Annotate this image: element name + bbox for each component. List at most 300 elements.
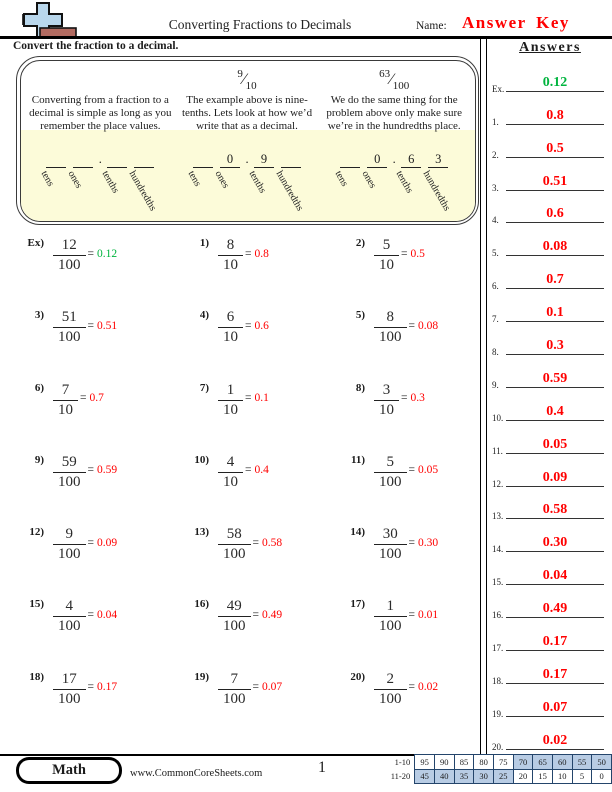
place-value-digit: 0 xyxy=(374,151,381,166)
instruction-text: Convert the fraction to a decimal. xyxy=(13,40,179,52)
problem-answer: 0.6 xyxy=(254,319,269,332)
problem-number: 13) xyxy=(194,526,209,539)
fraction-numerator: 7 xyxy=(61,381,70,398)
answer-value: 0.02 xyxy=(542,732,568,748)
intro-col2-text: The example above is nine-tenths. Lets look at how we’d write that as a decimal. xyxy=(181,93,313,133)
place-value-blank xyxy=(46,167,66,168)
score-cell: 45 xyxy=(415,769,435,784)
problem-equals-answer xyxy=(243,392,269,404)
problem-answer: 0.30 xyxy=(418,536,439,549)
problem-answer: 0.4 xyxy=(254,464,269,477)
answer-item xyxy=(488,687,612,720)
score-cell: 35 xyxy=(454,769,474,784)
answer-number: 10. xyxy=(492,412,504,423)
equals-sign: = xyxy=(245,319,252,332)
problem-number: 18) xyxy=(29,670,44,683)
problem-answer: 0.3 xyxy=(410,392,425,405)
answer-value: 0.7 xyxy=(546,272,564,288)
problem-item xyxy=(14,230,179,302)
fraction-numerator: 30 xyxy=(382,526,398,543)
problem-equals-answer xyxy=(86,537,118,549)
answer-blank-line xyxy=(506,420,604,421)
fraction-numerator: 9 xyxy=(65,526,73,543)
problem-equals-answer xyxy=(86,609,118,621)
answer-value: 0.5 xyxy=(546,140,564,156)
fraction-denominator: 100 xyxy=(53,327,86,347)
problem-number: 10) xyxy=(194,453,209,466)
place-value-label-tens: tens xyxy=(38,168,57,188)
problem-number: 3) xyxy=(34,309,44,322)
answer-item xyxy=(488,621,612,654)
answer-number: 13. xyxy=(492,511,504,522)
math-plus-logo xyxy=(14,1,80,39)
fraction-denominator: 100 xyxy=(374,616,407,636)
problem-number: 15) xyxy=(29,598,44,611)
place-value-digit xyxy=(134,152,154,167)
problem-fraction xyxy=(218,453,243,492)
place-value-digit xyxy=(46,152,66,167)
answer-value: 0.12 xyxy=(542,74,568,90)
place-value-cell xyxy=(212,151,240,190)
answer-blank-line xyxy=(506,190,604,191)
problem-item xyxy=(14,591,179,663)
problem-item xyxy=(14,375,179,447)
answer-number: 11. xyxy=(492,445,503,456)
answer-number: 19. xyxy=(492,708,504,719)
place-value-label-hundredths: hundredths xyxy=(126,168,159,213)
answer-number: 1. xyxy=(492,116,499,127)
fraction-numerator: 3 xyxy=(382,381,391,398)
problem-equals-answer xyxy=(407,681,439,693)
problem-equals-answer xyxy=(86,248,118,260)
fraction-numerator: 58 xyxy=(226,526,242,543)
page-title: Converting Fractions to Decimals xyxy=(168,17,352,32)
place-value-digit: 9 xyxy=(260,151,268,166)
answer-item xyxy=(488,457,612,490)
decimal-point: . xyxy=(392,151,396,166)
problem-answer: 0.17 xyxy=(97,681,118,694)
problem-answer: 0.51 xyxy=(97,319,118,332)
problem-item xyxy=(179,230,335,302)
answer-number: 12. xyxy=(492,478,504,489)
fraction-numerator: 59 xyxy=(61,453,77,470)
fraction-denominator: 100 xyxy=(53,689,86,709)
fraction-denominator: 100 xyxy=(218,689,251,709)
place-value-cell xyxy=(65,152,93,190)
problem-equals-answer xyxy=(407,320,439,332)
problem-equals-answer xyxy=(86,681,118,693)
problem-number: 8) xyxy=(355,381,365,394)
problem-fraction xyxy=(218,381,243,420)
fraction-numerator: 5 xyxy=(382,237,391,253)
decimal-point: . xyxy=(98,151,102,166)
problem-item xyxy=(179,519,335,591)
problem-fraction xyxy=(218,670,251,709)
answer-blank-line xyxy=(506,255,604,256)
problem-number: 19) xyxy=(194,670,209,683)
problem-item xyxy=(179,591,335,663)
answer-item xyxy=(488,128,612,161)
fraction-denominator: 10 xyxy=(374,255,399,275)
score-cell: 30 xyxy=(474,769,494,784)
place-value-cell xyxy=(273,152,306,213)
fraction-numerator: 17 xyxy=(61,670,77,687)
equals-sign: = xyxy=(401,247,408,260)
subject-badge-label: Math xyxy=(19,760,119,781)
fraction-numerator: 1 xyxy=(226,381,235,398)
problem-answer: 0.59 xyxy=(97,464,118,477)
fraction-denominator: 10 xyxy=(218,472,243,492)
fraction-numerator: 12 xyxy=(61,237,77,253)
fraction-denominator: 10 xyxy=(53,400,78,420)
answer-blank-line xyxy=(506,321,604,322)
problem-number: Ex) xyxy=(27,237,44,249)
problem-equals-answer xyxy=(251,537,283,549)
answer-number: 18. xyxy=(492,675,504,686)
answer-number: 8. xyxy=(492,347,499,358)
place-value-cell xyxy=(185,152,213,188)
score-row xyxy=(380,769,612,784)
problem-answer: 0.09 xyxy=(97,536,118,549)
problem-fraction xyxy=(374,308,407,347)
problem-item xyxy=(335,230,480,302)
equals-sign: = xyxy=(80,392,87,405)
problem-answer: 0.58 xyxy=(262,536,283,549)
place-value-digit: 0 xyxy=(226,151,234,166)
problem-number: 2) xyxy=(355,237,365,249)
answer-item xyxy=(488,226,612,259)
place-value-blank xyxy=(254,167,274,168)
answer-number: 15. xyxy=(492,577,504,588)
example-fraction-sixtythree-hundredths xyxy=(320,65,469,94)
equals-sign: = xyxy=(252,681,259,694)
fraction-denominator: 100 xyxy=(218,544,251,564)
problem-number: 14) xyxy=(350,526,365,539)
problem-equals-answer xyxy=(243,464,269,476)
problem-fraction xyxy=(53,381,78,420)
score-cell: 85 xyxy=(454,755,474,770)
fraction-numerator: 6 xyxy=(226,309,235,326)
problem-number: 4) xyxy=(199,309,209,322)
place-value-cell xyxy=(332,152,360,188)
answer-item xyxy=(488,358,612,391)
answers-heading: Answers xyxy=(519,40,581,55)
problem-fraction xyxy=(53,525,86,564)
problem-item xyxy=(335,375,480,447)
intro-col3-text: We do the same thing for the problem above only make sure we’re in the hundredths place. xyxy=(326,93,462,133)
answer-value: 0.30 xyxy=(542,535,568,551)
place-value-cell xyxy=(420,151,453,213)
answer-blank-line xyxy=(506,288,604,289)
equals-sign: = xyxy=(408,319,415,332)
intro-column-1 xyxy=(27,65,175,213)
fraction-numerator: 1 xyxy=(386,598,394,615)
answer-number: Ex. xyxy=(492,83,505,94)
problem-item xyxy=(179,664,335,736)
place-value-diagram xyxy=(320,151,469,213)
problem-answer: 0.07 xyxy=(262,681,283,694)
score-cell: 60 xyxy=(552,755,572,770)
fraction-numerator: 63 xyxy=(379,67,391,80)
answer-number: 7. xyxy=(492,314,499,325)
answer-number: 9. xyxy=(492,379,499,390)
place-value-label-tens: tens xyxy=(185,168,204,188)
fraction-numerator: 4 xyxy=(226,453,235,470)
place-value-digit xyxy=(281,152,301,167)
answer-blank-line xyxy=(506,124,604,125)
fraction-numerator: 9 xyxy=(237,67,243,80)
problem-equals-answer xyxy=(78,392,104,404)
answer-number: 20. xyxy=(492,741,504,752)
answer-value: 0.17 xyxy=(542,634,568,650)
problem-item xyxy=(179,375,335,447)
problem-item xyxy=(335,664,480,736)
equals-sign: = xyxy=(87,247,94,260)
answer-value: 0.59 xyxy=(542,370,568,386)
answer-blank-line xyxy=(506,683,604,684)
place-value-cell xyxy=(38,152,66,188)
problem-equals-answer xyxy=(407,464,439,476)
answer-number: 2. xyxy=(492,149,499,160)
plus-minus-icon xyxy=(14,1,80,39)
problem-fraction xyxy=(218,525,251,564)
fraction-denominator: 100 xyxy=(218,616,251,636)
answer-number: 6. xyxy=(492,281,499,292)
intro-column-3 xyxy=(320,65,469,213)
problem-equals-answer xyxy=(86,464,118,476)
score-cell: 20 xyxy=(513,769,533,784)
problem-number: 5) xyxy=(355,309,365,322)
answer-number: 4. xyxy=(492,215,499,226)
score-cell: 75 xyxy=(493,755,513,770)
fraction-denominator: 10 xyxy=(374,400,399,420)
fraction-numerator: 51 xyxy=(61,309,77,326)
answer-blank-line xyxy=(506,354,604,355)
problem-equals-answer xyxy=(251,681,283,693)
answer-value: 0.4 xyxy=(546,403,564,419)
problem-fraction xyxy=(374,381,399,420)
problem-fraction xyxy=(53,597,86,636)
answer-blank-line xyxy=(506,222,604,223)
score-cell: 90 xyxy=(434,755,454,770)
place-value-digit xyxy=(193,152,213,167)
score-cell: 80 xyxy=(474,755,494,770)
place-value-cell xyxy=(359,151,387,190)
answer-value: 0.09 xyxy=(542,469,568,485)
answer-value: 0.08 xyxy=(542,239,568,255)
answer-item xyxy=(488,161,612,194)
score-row xyxy=(380,755,612,770)
problem-number: 11) xyxy=(350,453,365,466)
score-cell: 95 xyxy=(415,755,435,770)
fraction-slash: ⁄ xyxy=(390,70,393,88)
fraction-numerator: 4 xyxy=(65,598,73,615)
answer-value: 0.04 xyxy=(542,568,568,584)
fraction-numerator: 5 xyxy=(386,453,394,470)
place-value-label-tenths: tenths xyxy=(246,168,268,195)
place-value-label-tenths: tenths xyxy=(99,168,122,195)
answer-value: 0.49 xyxy=(542,601,568,617)
intro-col1-text: Converting from a fraction to a decimal is simple as long as you remember the place values. xyxy=(29,93,172,133)
problem-fraction xyxy=(218,597,251,636)
equals-sign: = xyxy=(87,681,94,694)
answer-number: 16. xyxy=(492,610,504,621)
answer-item xyxy=(488,194,612,227)
problem-number: 17) xyxy=(350,598,365,611)
fraction-denominator: 10 xyxy=(218,327,243,347)
problem-number: 7) xyxy=(199,381,209,394)
place-value-label-ones: ones xyxy=(65,168,85,190)
subject-badge xyxy=(16,757,122,784)
answers-list xyxy=(488,62,612,753)
place-value-label-hundredths: hundredths xyxy=(273,168,306,213)
answer-key-text: Answer Key xyxy=(462,13,570,32)
answer-item xyxy=(488,720,612,753)
problem-item xyxy=(14,447,179,519)
equals-sign: = xyxy=(252,536,259,549)
answers-panel xyxy=(488,38,612,754)
place-value-diagram xyxy=(27,151,175,213)
problem-item xyxy=(335,591,480,663)
problem-fraction xyxy=(218,308,243,347)
place-value-digit xyxy=(73,152,93,167)
problem-item xyxy=(335,302,480,374)
place-value-cell xyxy=(99,152,127,195)
answer-item xyxy=(488,259,612,292)
answer-blank-line xyxy=(506,453,604,454)
problem-equals-answer xyxy=(243,248,269,260)
answer-blank-line xyxy=(506,91,604,92)
place-value-blank xyxy=(73,167,93,168)
answer-number: 17. xyxy=(492,643,504,654)
problem-item xyxy=(14,302,179,374)
intro-box xyxy=(16,56,479,225)
place-value-blank xyxy=(220,167,240,168)
problem-equals-answer xyxy=(243,320,269,332)
answer-blank-line xyxy=(506,584,604,585)
website-text: www.CommonCoreSheets.com xyxy=(130,768,263,779)
decimal-point: . xyxy=(245,151,249,166)
problem-fraction xyxy=(53,308,86,347)
problem-answer: 0.12 xyxy=(97,247,118,260)
problem-fraction xyxy=(374,236,399,275)
problem-item xyxy=(179,447,335,519)
answer-item xyxy=(488,555,612,588)
answer-value: 0.3 xyxy=(546,338,564,354)
score-range-label: 11-20 xyxy=(390,771,411,782)
problem-answer: 0.5 xyxy=(410,247,425,260)
equals-sign: = xyxy=(408,464,415,477)
problem-number: 1) xyxy=(199,237,209,249)
score-cell: 5 xyxy=(572,769,592,784)
answer-blank-line xyxy=(506,486,604,487)
score-table xyxy=(380,754,612,784)
problem-answer: 0.01 xyxy=(418,608,439,621)
answer-value: 0.8 xyxy=(546,107,564,123)
equals-sign: = xyxy=(408,681,415,694)
problem-fraction xyxy=(53,670,86,709)
place-value-blank xyxy=(107,167,127,168)
score-cell: 0 xyxy=(592,769,612,784)
equals-sign: = xyxy=(408,608,415,621)
problem-answer: 0.08 xyxy=(418,319,439,332)
problem-equals-answer xyxy=(86,320,118,332)
equals-sign: = xyxy=(87,319,94,332)
fraction-numerator: 49 xyxy=(226,598,242,615)
name-label: Name: xyxy=(416,20,447,32)
score-cell: 10 xyxy=(552,769,572,784)
place-value-digit: 6 xyxy=(408,151,415,166)
answer-item xyxy=(488,588,612,621)
problem-fraction xyxy=(53,453,86,492)
problem-answer: 0.04 xyxy=(97,608,118,621)
place-value-digit: 3 xyxy=(435,151,442,166)
answer-number: 5. xyxy=(492,248,499,259)
fraction-denominator: 100 xyxy=(53,544,86,564)
score-cell: 65 xyxy=(533,755,553,770)
fraction-denominator: 100 xyxy=(392,79,410,92)
page-number: 1 xyxy=(318,759,326,776)
answer-value: 0.6 xyxy=(546,206,564,222)
problem-answer: 0.1 xyxy=(254,392,269,405)
problem-answer: 0.02 xyxy=(418,681,439,694)
fraction-numerator: 2 xyxy=(386,670,394,687)
fraction-denominator: 100 xyxy=(53,255,86,275)
problem-item xyxy=(14,519,179,591)
problem-fraction xyxy=(374,670,407,709)
fraction-denominator: 100 xyxy=(374,327,407,347)
answer-blank-line xyxy=(506,617,604,618)
score-cell: 70 xyxy=(513,755,533,770)
place-value-cell xyxy=(393,151,421,195)
equals-sign: = xyxy=(87,464,94,477)
place-value-label-ones: ones xyxy=(359,168,379,190)
equals-sign: = xyxy=(245,392,252,405)
answer-value: 0.05 xyxy=(542,436,568,452)
problem-item xyxy=(14,664,179,736)
place-value-blank xyxy=(428,167,448,168)
intro-box-inner xyxy=(20,60,476,222)
equals-sign: = xyxy=(252,608,259,621)
answer-blank-line xyxy=(506,387,604,388)
problem-item xyxy=(335,447,480,519)
answer-blank-line xyxy=(506,551,604,552)
answer-number: 14. xyxy=(492,544,504,555)
intro-col1-spacer xyxy=(27,65,175,94)
fraction-denominator: 100 xyxy=(374,472,407,492)
problem-number: 16) xyxy=(194,598,209,611)
problem-fraction xyxy=(218,236,243,275)
score-range-label: 1-10 xyxy=(394,756,411,767)
place-value-digit xyxy=(340,152,360,167)
problem-fraction xyxy=(53,236,86,275)
fraction-denominator: 100 xyxy=(53,472,86,492)
equals-sign: = xyxy=(87,608,94,621)
problem-number: 6) xyxy=(34,381,44,394)
problem-equals-answer xyxy=(251,609,283,621)
score-cell: 40 xyxy=(434,769,454,784)
answer-item xyxy=(488,325,612,358)
problems-grid xyxy=(14,230,480,736)
problem-number: 12) xyxy=(29,526,44,539)
place-value-blank xyxy=(401,167,421,168)
equals-sign: = xyxy=(245,464,252,477)
answer-number: 3. xyxy=(492,182,499,193)
problem-equals-answer xyxy=(407,537,439,549)
place-value-digit xyxy=(107,152,127,167)
answer-blank-line xyxy=(506,716,604,717)
place-value-blank xyxy=(281,167,301,168)
